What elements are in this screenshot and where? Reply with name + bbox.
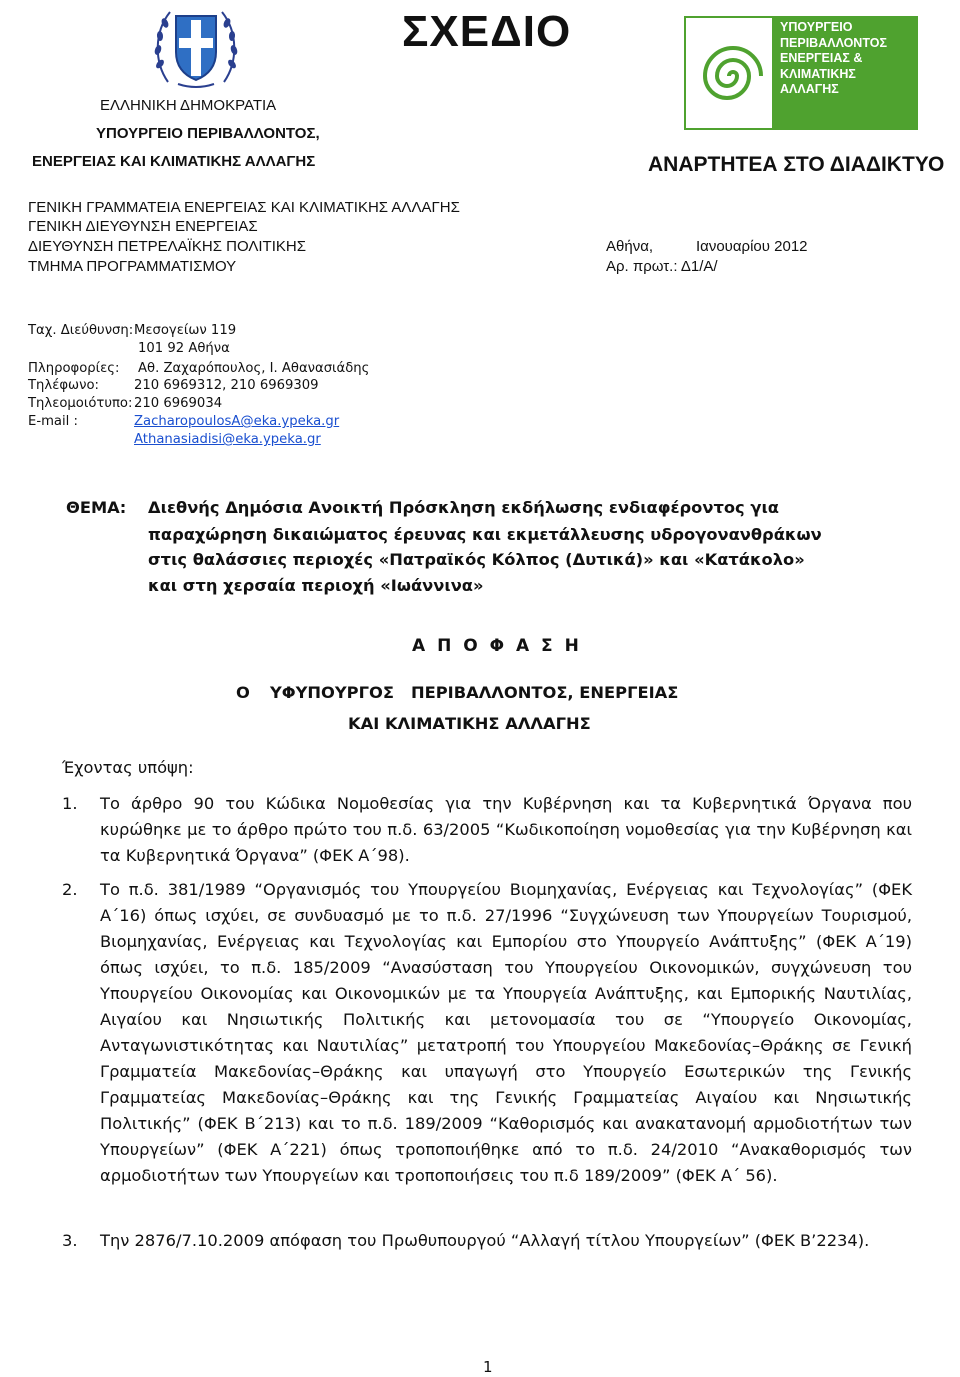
subject-line: και στη χερσαία περιοχή «Ιωάννινα»	[148, 576, 484, 595]
spiral-icon	[686, 18, 772, 128]
email-link-zacharopoulos[interactable]: ZacharopoulosA@eka.ypeka.gr	[134, 414, 340, 429]
address-label: Ταχ. Διεύθυνση:	[28, 323, 134, 338]
subject-line: στις θαλάσσιες περιοχές «Πατραϊκός Κόλπος (Δυτικά)» και «Κατάκολο»	[148, 550, 805, 569]
minister-title-line2: ΚΑΙ ΚΛΙΜΑΤΙΚΗΣ ΑΛΛΑΓΗΣ	[348, 714, 591, 733]
email-link-athanasiadis[interactable]: Athanasiadisi@eka.ypeka.gr	[134, 432, 321, 447]
logo-text-line: ΥΠΟΥΡΓΕΙΟ	[780, 20, 853, 34]
department-line: ΓΕΝΙΚΗ ΔΙΕΥΘΥΝΣΗ ΕΝΕΡΓΕΙΑΣ	[28, 218, 258, 235]
department-line: ΔΙΕΥΘΥΝΣΗ ΠΕΤΡΕΛΑΪΚΗΣ ΠΟΛΙΤΙΚΗΣ	[28, 238, 306, 255]
ministry-name-line2: ΕΝΕΡΓΕΙΑΣ ΚΑΙ ΚΛΙΜΑΤΙΚΗΣ ΑΛΛΑΓΗΣ	[32, 153, 316, 170]
publish-notice: ΑΝΑΡΤΗΤΕΑ ΣΤΟ ΔΙΑΔΙΚΤΥΟ	[648, 153, 945, 176]
subject-line: παραχώρηση δικαιώματος έρευνας και εκμετάλλευσης υδρογονανθράκων	[148, 525, 822, 544]
address-line2: 101 92 Αθήνα	[138, 341, 230, 356]
phone-label: Τηλέφωνο:	[28, 378, 99, 393]
logo-text-line: ΚΛΙΜΑΤΙΚΗΣ	[780, 66, 856, 81]
subject-label: ΘΕΜΑ:	[66, 498, 127, 517]
ministry-name-line1: ΥΠΟΥΡΓΕΙΟ ΠΕΡΙΒΑΛΛΟΝΤΟΣ,	[96, 125, 320, 142]
item-text: Το π.δ. 381/1989 “Οργανισμός του Υπουργείου Βιομηχανίας, Ενέργειας και Τεχνολογίας” (ΦΕΚ Α΄16) όπως ισχύει, σε συνδυασμό με το π.δ. 27/1996 “Συγχώνευση των Υπουργείων Τουρισμού, Βιομηχανίας, Ενέργειας και Τεχνολογίας και Εμπορίου στο Υπουργείο Ανάπτυξης” (ΦΕΚ Α΄19) όπως ισχύει, το π.δ. 185/2009 “Ανασύσταση του Υπουργείου Οικονομικών, συγχώνευση του Υπουργείου Οικονομίας και Οικονομικών με τα Υπουργεία Ανάπτυξης, και Εμπορικής Ναυτιλίας, Αιγαίου και Νησιωτικής Πολιτικής και μετονομασία του σε “Υπουργείο Οικονομίας, Ανταγωνιστικότητας και Ναυτιλίας” μετατροπή του Υπουργείου Μακεδονίας–Θράκης σε Γενική Γραμματεία Μακεδονίας–Θράκης και υπαγωγή στο Υπουργείο Εσωτερικών της Γενικής Γραμματείας Μακεδονίας–Θράκης και της Γενικής Γραμματείας Αιγαίου και Νησιωτικής Πολιτικής” (ΦΕΚ Β΄213) και το π.δ. 189/2009 “Καθορισμός και ανακατανομή αρμοδιοτήτων των Υπουργείων” (ΦΕΚ Α΄221) όπως τροποποιήθηκε από το π.δ. 24/2010 “Ανακαθορισμός των αρμοδιοτήτων των Υπουργείων και τροποποιήσεις του π.δ 189/2009” (ΦΕΚ Α΄ 56).	[100, 880, 912, 1185]
address-line1: Μεσογείων 119	[134, 323, 237, 338]
fax-value: 210 6969034	[134, 396, 223, 411]
department-line: ΓΕΝΙΚΗ ΓΡΑΜΜΑΤΕΙΑ ΕΝΕΡΓΕΙΑΣ ΚΑΙ ΚΛΙΜΑΤΙΚΗΣ ΑΛΛΑΓΗΣ	[28, 199, 460, 216]
republic-name: ΕΛΛΗΝΙΚΗ ΔΗΜΟΚΡΑΤΙΑ	[100, 97, 277, 114]
logo-text-line: ΑΛΛΑΓΗΣ	[780, 82, 839, 96]
item-text: Το άρθρο 90 του Κώδικα Νομοθεσίας για την Κυβέρνηση και τα Κυβερνητικά Όργανα που κυρώθηκε με το άρθρο πρώτο του π.δ. 63/2005 “Κωδικοποίηση νομοθεσίας για την Κυβέρνηση και τα Κυβερνητικά Όργανα” (ΦΕΚ Α΄98).	[100, 794, 912, 865]
department-line: ΤΜΗΜΑ ΠΡΟΓΡΑΜΜΑΤΙΣΜΟΥ	[28, 258, 237, 275]
item-number: 1.	[62, 794, 78, 813]
logo-text-line: ΠΕΡΙΒΑΛΛΟΝΤΟΣ	[780, 35, 887, 50]
item-number: 2.	[62, 880, 78, 899]
info-value: Αθ. Ζαχαρόπουλος, Ι. Αθανασιάδης	[138, 361, 370, 376]
email-label: E-mail :	[28, 414, 78, 429]
draft-stamp: ΣΧΕΔΙΟ	[402, 7, 572, 56]
having-considered-heading: Έχοντας υπόψη:	[62, 758, 194, 777]
fax-label: Τηλεομοιότυπο:	[28, 396, 133, 411]
item-text: Την 2876/7.10.2009 απόφαση του Πρωθυπουργού “Αλλαγή τίτλου Υπουργείων” (ΦΕΚ Β’2234).	[100, 1231, 870, 1250]
item-number: 3.	[62, 1231, 78, 1250]
logo-spiral-panel	[686, 18, 772, 128]
logo-text-line: ΕΝΕΡΓΕΙΑΣ &	[780, 51, 863, 65]
info-label: Πληροφορίες:	[28, 361, 120, 376]
phone-value: 210 6969312, 210 6969309	[134, 378, 319, 393]
date-month: Ιανουαρίου 2012	[696, 238, 808, 255]
decision-title: Α Π Ο Φ Α Σ Η	[412, 636, 582, 656]
page-number: 1	[483, 1358, 493, 1376]
coat-of-arms-emblem	[148, 2, 244, 90]
minister-title-line1: ΥΦΥΠΟΥΡΓΟΣ ΠΕΡΙΒΑΛΛΟΝΤΟΣ, ΕΝΕΡΓΕΙΑΣ	[270, 683, 679, 702]
subject-line: Διεθνής Δημόσια Ανοικτή Πρόσκληση εκδήλωσης ενδιαφέροντος για	[148, 498, 779, 517]
protocol-number: Αρ. πρωτ.: Δ1/Α/	[606, 258, 718, 275]
date-city: Αθήνα,	[606, 238, 654, 255]
minister-article: Ο	[236, 683, 250, 702]
logo-text	[780, 20, 887, 98]
